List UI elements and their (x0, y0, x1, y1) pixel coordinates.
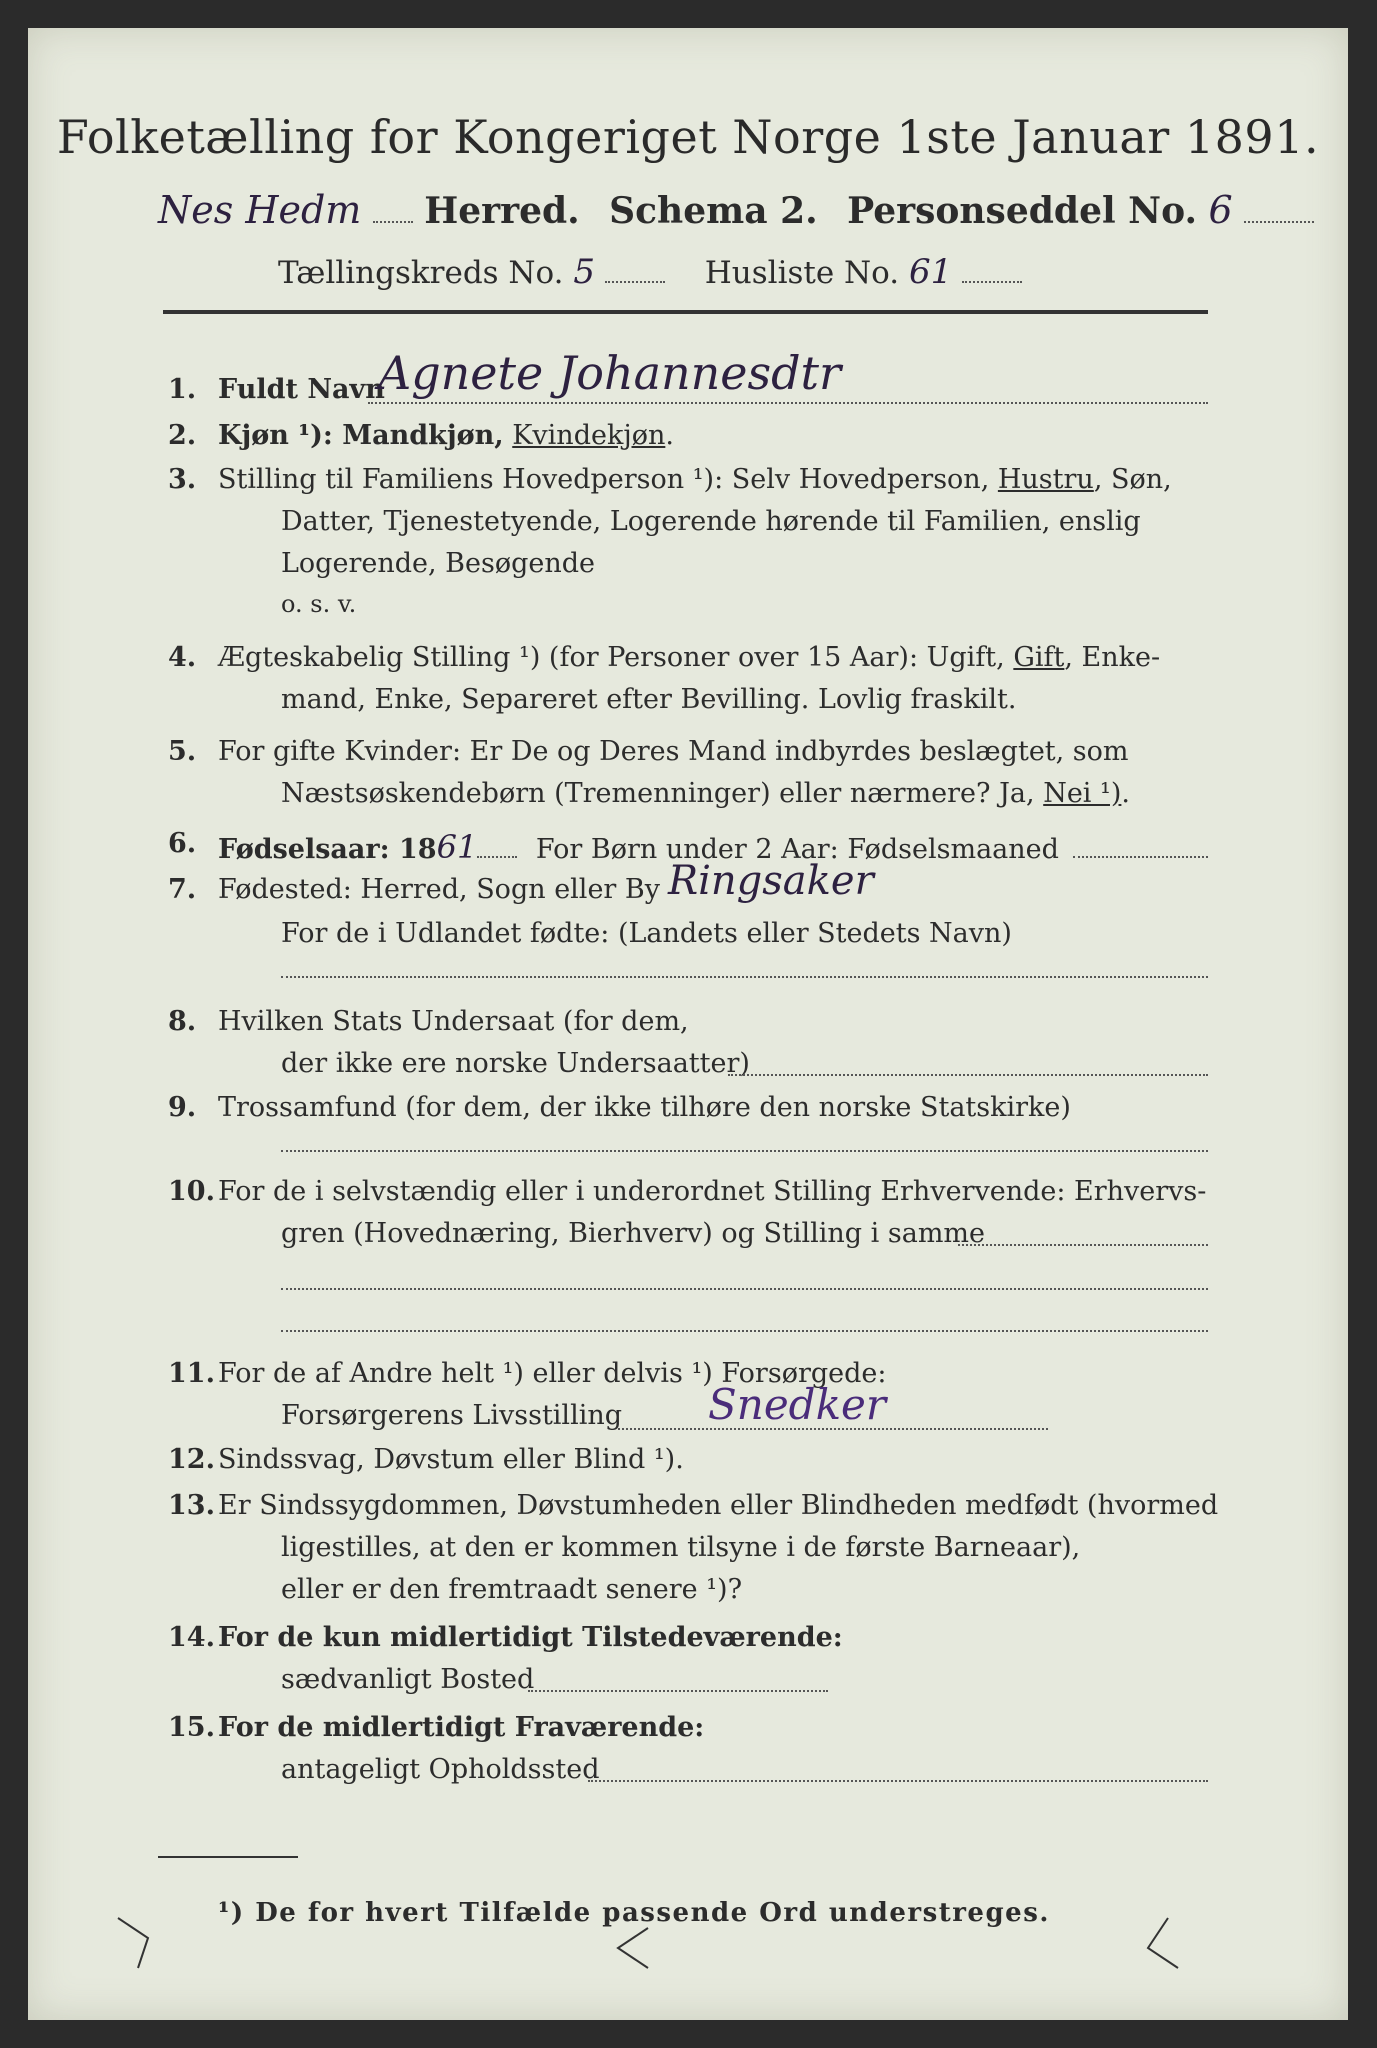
q12-text-a: Sindssvag, Døvstum eller Blind ¹). (218, 1444, 684, 1475)
footnote: ¹) De for hvert Tilfælde passende Ord understreges. (218, 1898, 1050, 1928)
q5-text-b: Næstsøskendebørn (Tremenninger) eller nærmere? Ja, (281, 778, 1035, 809)
q9-number: 9. (168, 1092, 197, 1123)
q11-line (618, 1428, 1048, 1430)
q8-number: 8. (168, 1006, 197, 1037)
q1-line (368, 402, 1208, 404)
q15-number: 15. (168, 1712, 215, 1743)
q14-text-a: For de kun midlertidigt Tilstedeværende: (218, 1622, 843, 1653)
q7-line (281, 976, 1208, 978)
q15-line (588, 1780, 1208, 1782)
q3-row-1 (218, 464, 1172, 495)
q1-value: Agnete Johannesdtr (378, 346, 842, 400)
q14-text-b: sædvanligt Bosted (281, 1664, 535, 1695)
q4-text-b: , Enke- (1064, 642, 1161, 673)
q10-line-2 (281, 1288, 1208, 1290)
q11-value: Snedker (708, 1380, 886, 1429)
q15-text-a: For de midlertidigt Fraværende: (218, 1712, 705, 1743)
q10-number: 10. (168, 1176, 215, 1207)
q3-text-d: Logerende, Besøgende (281, 548, 595, 579)
q10-line-1 (958, 1244, 1208, 1246)
q13-number: 13. (168, 1490, 215, 1521)
q13-text-c: eller er den fremtraadt senere ¹)? (281, 1574, 743, 1605)
kreds-label: Tællingskreds No. (278, 255, 564, 291)
q7-text-b: For de i Udlandet fødte: (Landets eller Stedets Navn) (281, 918, 1012, 949)
footnote-rule (158, 1856, 298, 1858)
q6-row (218, 828, 1059, 866)
q11-text-b: Forsørgerens Livsstilling (281, 1400, 623, 1431)
q10-text-b: gren (Hovednæring, Bierhverv) og Stilling i samme (281, 1218, 986, 1249)
q11-text-a: For de af Andre helt ¹) eller delvis ¹) Forsørgede: (218, 1358, 887, 1389)
q7-value: Ringsaker (668, 858, 874, 904)
q15-text-b: antageligt Opholdssted (281, 1754, 600, 1785)
schema-label: Schema 2. (609, 190, 818, 232)
q14-number: 14. (168, 1622, 215, 1653)
q8-text-a: Hvilken Stats Undersaat (for dem, (218, 1006, 689, 1037)
header-rule (163, 310, 1208, 314)
q13-text-b: ligestilles, at den er kommen tilsyne i de første Barneaar), (281, 1532, 1081, 1563)
q3-text-c: Datter, Tjenestetyende, Logerende hørende til Familien, enslig (281, 506, 1141, 537)
herred-row (158, 188, 1314, 232)
q7-number: 7. (168, 874, 197, 905)
q6-text-b: For Børn under 2 Aar: Fødselsmaaned (535, 834, 1059, 865)
q8-text-b: der ikke ere norske Undersaatter) (281, 1048, 750, 1079)
q4-text-c: mand, Enke, Separeret efter Bevilling. Lovlig fraskilt. (281, 684, 1017, 715)
q3-number: 3. (168, 464, 197, 495)
q5-text-a: For gifte Kvinder: Er De og Deres Mand indbyrdes beslægtet, som (218, 736, 1129, 767)
census-form-page (28, 28, 1348, 2020)
q3-option-hustru: Hustru (997, 464, 1094, 495)
q1-label: Fuldt Navn (218, 374, 385, 405)
q7-label: Fødested: Herred, Sogn eller By (218, 874, 661, 905)
q5-number: 5. (168, 736, 197, 767)
herred-value: Nes Hedm (158, 188, 362, 232)
corner-marks (108, 1908, 1208, 1988)
q3-text-e: o. s. v. (281, 590, 357, 618)
q3-text-a: Stilling til Familiens Hovedperson ¹): Selv Hovedperson, (218, 464, 990, 495)
q9-line (281, 1150, 1208, 1152)
q10-line-3 (281, 1330, 1208, 1332)
q9-text-a: Trossamfund (for dem, der ikke tilhøre den norske Statskirke) (218, 1092, 1071, 1123)
form-title: Folketælling for Kongeriget Norge 1ste Januar 1891. (56, 110, 1320, 164)
q8-line (728, 1074, 1208, 1076)
husliste-value: 61 (909, 252, 953, 292)
q14-line (528, 1690, 828, 1692)
q2-option-kvindekjon: Kvindekjøn (512, 420, 666, 451)
q10-text-a: For de i selvstændig eller i underordnet Stilling Erhvervende: Erhvervs- (218, 1176, 1207, 1207)
q6-value: 61 (436, 828, 478, 866)
q2-label: Kjøn ¹): Mandkjøn, (218, 420, 504, 451)
q6-number: 6. (168, 828, 197, 859)
herred-label: Herred. (424, 190, 580, 232)
kreds-value: 5 (573, 252, 596, 292)
q3-text-b: , Søn, (1093, 464, 1172, 495)
q4-text-a: Ægteskabelig Stilling ¹) (for Personer over 15 Aar): Ugift, (218, 642, 1005, 673)
q13-text-a: Er Sindssygdommen, Døvstumheden eller Blindheden medfødt (hvormed (218, 1490, 1219, 1521)
personseddel-value: 6 (1208, 188, 1233, 232)
q4-row-1 (218, 642, 1160, 673)
q12-number: 12. (168, 1444, 215, 1475)
q4-option-gift: Gift (1013, 642, 1065, 673)
q6-label: Fødselsaar: 18 (218, 834, 437, 865)
kreds-row (278, 252, 1022, 292)
q4-number: 4. (168, 642, 197, 673)
q2-row: Kjøn ¹): Mandkjøn, Kvindekjøn. (218, 420, 674, 451)
q5-row-2: Næstsøskendebørn (Tremenninger) eller nærmere? Ja, Nei ¹). (281, 778, 1130, 809)
q1-number: 1. (168, 374, 197, 405)
personseddel-label: Personseddel No. (847, 190, 1197, 232)
q11-number: 11. (168, 1358, 215, 1389)
q5-option-nei: Nei ¹) (1043, 778, 1122, 809)
q2-number: 2. (168, 420, 197, 451)
q6-line (1073, 856, 1208, 858)
husliste-label: Husliste No. (704, 255, 900, 291)
